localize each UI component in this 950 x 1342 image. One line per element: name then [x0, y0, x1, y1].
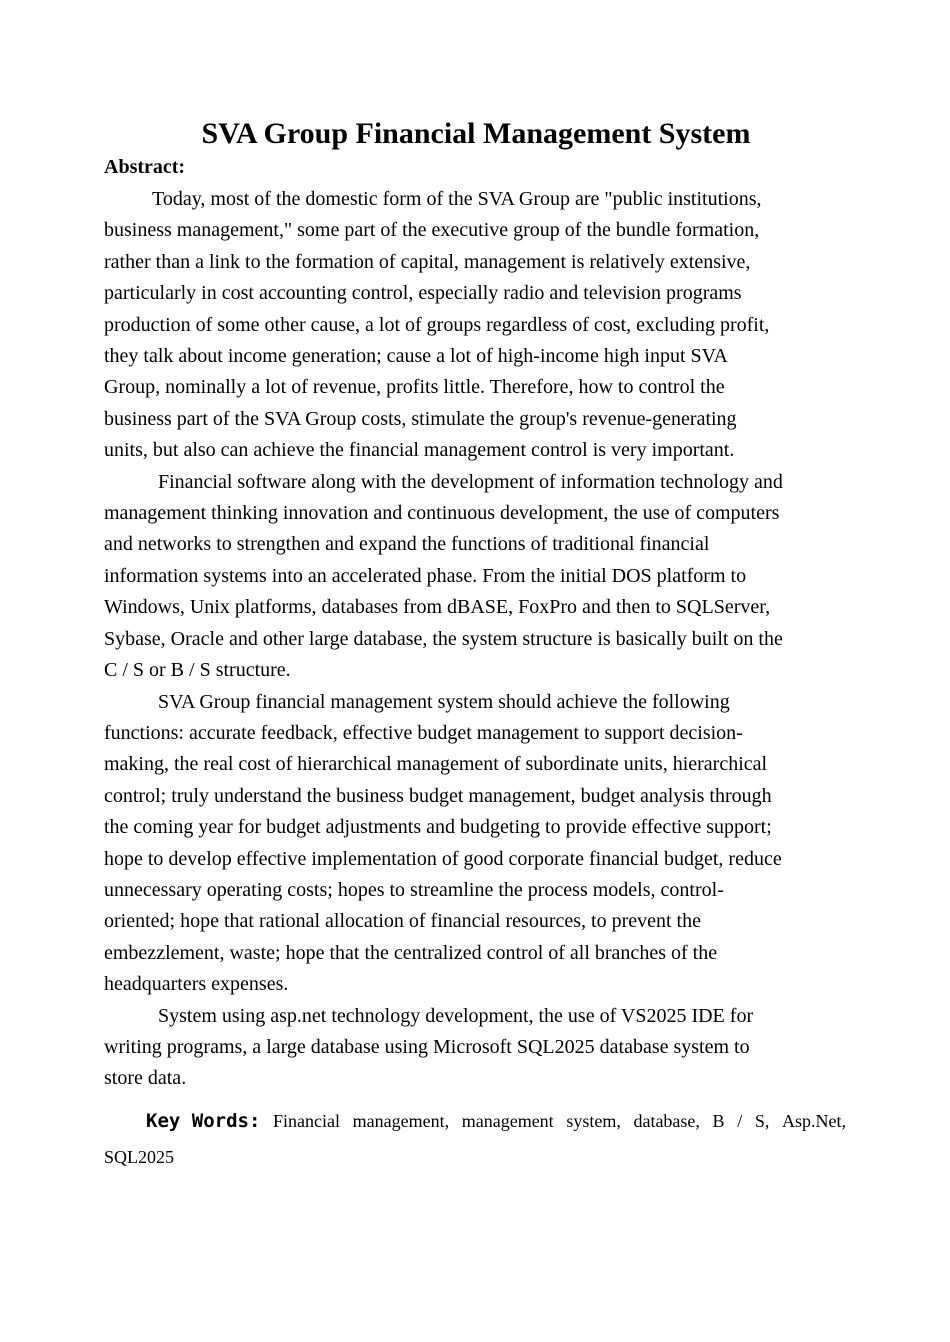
text-line: management thinking innovation and continuous development, the use of computers: [104, 502, 780, 525]
keyword-word: management: [461, 1110, 554, 1131]
keywords-label: Key Words:: [146, 1109, 261, 1132]
keyword-word: system,: [566, 1110, 621, 1131]
keyword-word: B: [712, 1110, 725, 1131]
keywords-section: [104, 1103, 846, 1175]
document-page: [104, 112, 846, 1175]
text-line: business management," some part of the executive group of the bundle formation,: [104, 219, 760, 242]
text-line: making, the real cost of hierarchical management of subordinate units, hierarchical: [104, 753, 768, 776]
abstract-paragraph-4: [104, 1001, 846, 1095]
abstract-paragraph-1: [104, 184, 846, 467]
text-line: store data.: [104, 1067, 187, 1090]
abstract-paragraph-2: [104, 467, 846, 687]
abstract-paragraph-3: [104, 687, 846, 1001]
text-line: hope to develop effective implementation of good corporate financial budget, reduce: [104, 847, 782, 870]
text-line: Today, most of the domestic form of the SVA Group are "public institutions,: [152, 188, 762, 210]
text-line: embezzlement, waste; hope that the centralized control of all branches of the: [104, 941, 718, 964]
keyword-word: management,: [352, 1110, 450, 1131]
text-line: Windows, Unix platforms, databases from dBASE, FoxPro and then to SQLServer,: [104, 596, 771, 619]
keywords-line-2: SQL2025: [104, 1146, 175, 1167]
keyword-word: /: [737, 1110, 743, 1131]
keyword-word: S,: [754, 1110, 770, 1131]
text-line: unnecessary operating costs; hopes to streamline the process models, control-: [104, 878, 724, 901]
text-line: business part of the SVA Group costs, stimulate the group's revenue-generating: [104, 407, 737, 430]
text-line: they talk about income generation; cause a lot of high-income high input SVA: [104, 345, 728, 368]
keyword-word: Asp.Net,: [781, 1110, 846, 1131]
text-line: writing programs, a large database using Microsoft SQL2025 database system to: [104, 1035, 750, 1058]
text-line: control; truly understand the business budget management, budget analysis through: [104, 784, 772, 807]
abstract-heading: Abstract:: [104, 156, 186, 178]
text-line: Sybase, Oracle and other large database, the system structure is basically built on the: [104, 627, 783, 650]
text-line: headquarters expenses.: [104, 973, 289, 996]
keyword-word: Financial: [273, 1110, 340, 1131]
keywords-line: [104, 1103, 846, 1139]
text-line: rather than a link to the formation of capital, management is relatively extensive,: [104, 250, 751, 273]
text-line: oriented; hope that rational allocation of financial resources, to prevent the: [104, 910, 701, 933]
keyword-word: database,: [633, 1110, 700, 1131]
document-title: SVA Group Financial Management System: [201, 117, 751, 150]
text-line: information systems into an accelerated phase. From the initial DOS platform to: [104, 564, 747, 587]
text-line: particularly in cost accounting control, especially radio and television programs: [104, 282, 742, 305]
text-line: SVA Group financial management system should achieve the following: [158, 690, 730, 713]
text-line: units, but also can achieve the financial management control is very important.: [104, 439, 735, 462]
text-line: System using asp.net technology development, the use of VS2025 IDE for: [158, 1004, 754, 1027]
text-line: and networks to strengthen and expand the functions of traditional financial: [104, 533, 710, 556]
text-line: Group, nominally a lot of revenue, profits little. Therefore, how to control the: [104, 376, 725, 399]
text-line: the coming year for budget adjustments and budgeting to provide effective support;: [104, 816, 772, 839]
text-line: functions: accurate feedback, effective budget management to support decision-: [104, 721, 743, 744]
text-line: production of some other cause, a lot of groups regardless of cost, excluding profit,: [104, 313, 770, 336]
text-line: C / S or B / S structure.: [104, 659, 291, 682]
text-line: Financial software along with the development of information technology and: [158, 470, 783, 493]
